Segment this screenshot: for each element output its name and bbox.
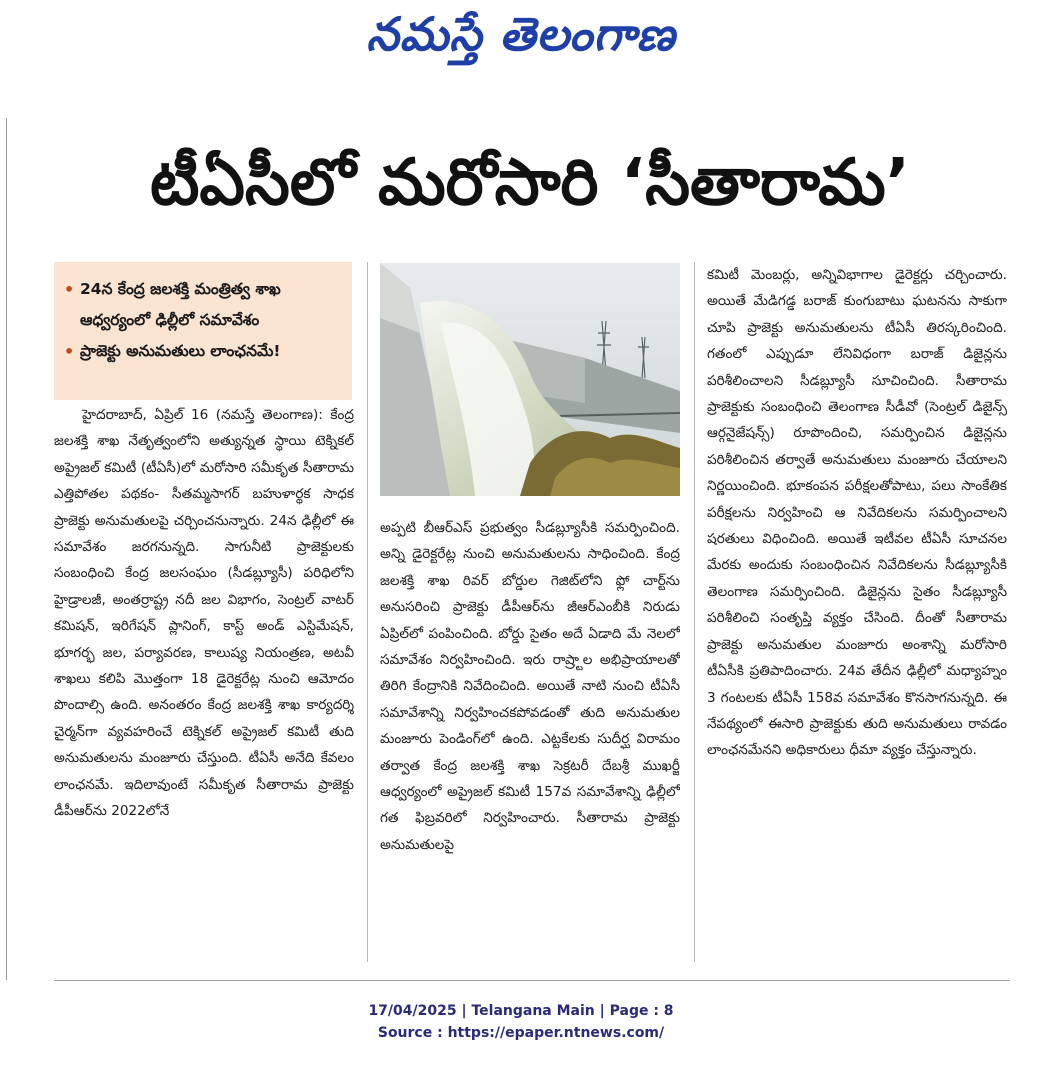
- masthead-logo: [0, 0, 1042, 80]
- highlight-item: [64, 274, 342, 336]
- masthead-title: నమస్తే తెలంగాణ: [366, 7, 676, 61]
- footer-source: Source : https://epaper.ntnews.com/: [377, 1025, 665, 1041]
- dam-spillway-image: [380, 263, 680, 496]
- page-edge-rule: [6, 118, 7, 980]
- dam-photo: [380, 263, 680, 496]
- column-divider: [367, 262, 368, 962]
- bullet-icon: •: [64, 280, 75, 299]
- article-column-2: అప్పటి బీఆర్‌ఎస్ ప్రభుత్వం సీడబ్ల్యూసీకి సమర్పించింది. అన్ని డైరెక్టరేట్ల నుంచి అనుమతులను సాధించింది. కేంద్ర జలశక్తి శాఖ రివర్ బోర్డుల గెజిట్‌లోని ఫ్లో చార్ట్‌ను అనుసరించి ప్రాజెక్టు డీపీఆర్‌ను జీఆర్‌ఎంబీకి నిరుడు ఏప్రిల్‌లో పంపించింది. బోర్డు సైతం అదే ఏడాది మే నెలలో సమావేశం నిర్వహించింది. ఇరు రాష్ర్టాల అభిప్రాయాలతో తిరిగి కేంద్రానికి నివేదించింది. అయితే నాటి నుంచి టీఏసీ సమావేశాన్ని నిర్వహించకపోవడంతో తుది అనుమతుల మంజూరు పెండింగ్‌లో ఉంది. ఎట్టకేలకు సుదీర్ఘ విరామం తర్వాత కేంద్ర జలశక్తి శాఖ సెక్రటరీ దేబశ్రీ ముఖర్జీ ఆధ్వర్యంలో అప్రైజల్ కమిటీ 157వ సమావేశాన్ని ఢిల్లీలో గత ఫిబ్రవరిలో నిర్వహించారు. సీతారామ ప్రాజెక్టు అనుమతులపై: [380, 520, 680, 853]
- bottom-rule: [54, 980, 1010, 981]
- page-footer: [0, 1000, 1042, 1044]
- bullet-icon: •: [64, 342, 75, 361]
- article-column-3: కమిటీ మెంబర్లు, అన్నివిభాగాల డైరెక్టర్లు చర్చించారు. అయితే మేడిగడ్డ బరాజ్ కుంగుబాటు ఘటనను సాకుగా చూపి ప్రాజెక్టు అనుమతులను టీఏసీ తిరస్కరించింది. గతంలో ఎప్పుడూ లేనివిధంగా బరాజ్ డిజైన్లను పరిశీలించాలని సీడబ్ల్యూసీ సూచించింది. సీతారామ ప్రాజెక్టుకు సంబంధించి తెలంగాణ సీడీవో (సెంట్రల్ డిజైన్స్ ఆర్గనైజేషన్స్) రూపొందించి, సమర్పించిన డిజైన్లను పరిశీలించిన తర్వాతే అనుమతులు మంజూరు చేయాలని నిర్ణయించింది. భూకంపన పరీక్షలతోపాటు, పలు సాంకేతిక పరీక్షలను నిర్వహించి ఆ నివేదికలను సమర్పించాలని షరతులు విధించింది. అయితే ఇటీవల టీఏసీ సూచనల మేరకు అందుకు సంబంధించిన నివేదికలను సీడబ్ల్యూసీకి తెలంగాణ సమర్పించింది. డిజైన్లను సైతం సీడబ్ల్యూసీ పరిశీలించి సంతృప్తి వ్యక్తం చేసింది. దీంతో సీతారామ ప్రాజెక్టు అనుమతుల మంజూరు అంశాన్ని మరోసారి టీఏసీకి ప్రతిపాదించారు. 24వ తేదీన ఢిల్లీలో మధ్యాహ్నం 3 గంటలకు టీఏసీ 158వ సమావేశం కొనసాగనున్నది. ఈ నేపథ్యంలో ఈసారి ప్రాజెక్టుకు తుది అనుమతులు రావడం లాంఛనమేనని అధికారులు ధీమా వ్యక్తం చేస్తున్నారు.: [707, 267, 1007, 759]
- highlight-item: [64, 336, 342, 367]
- article-column-1: హైదరాబాద్, ఏప్రిల్ 16 (నమస్తే తెలంగాణ): కేంద్ర జలశక్తి శాఖ నేతృత్వంలోని అత్యున్నత స్థాయి టెక్నికల్ అప్రైజల్ కమిటీ (టీఏసీ)లో మరోసారి సమీకృత సీతారామ ఎత్తిపోతల పథకం- సీతమ్మసాగర్ బహుళార్థక సాధక ప్రాజెక్టు అనుమతులపై చర్చించనున్నారు. 24న ఢిల్లీలో ఈ సమావేశం జరగనున్నది. సాగునీటి ప్రాజెక్టులకు సంబంధించి కేంద్ర జలసంఘం (సీడబ్ల్యూసీ) పరిధిలోని హైడ్రాలజీ, అంతర్రాష్ట్ర నదీ జల విభాగం, సెంట్రల్ వాటర్ కమిషన్, ఇరిగేషన్ ప్లానింగ్, కాస్ట్ అండ్ ఎస్టిమేషన్, భూగర్భ జల, పర్యావరణ, కాలుష్య నియంత్రణ, అటవీ శాఖలు కలిపి మొత్తంగా 18 డైరెక్టరేట్ల నుంచి ఆమోదం పొందాల్సి ఉంది. అనంతరం కేంద్ర జలశక్తి శాఖ కార్యదర్శి చైర్మన్‌గా వ్యవహరించే టెక్నికల్ అప్రైజల్ కమిటీ తుది అనుమతులను మంజూరు చేస్తుంది. టీఏసీ అనేది కేవలం లాంఛనమే. ఇదిలావుంటే సమీకృత సీతారామ ప్రాజెక్టు డీపీఆర్‌ను 2022లోనే: [54, 407, 354, 820]
- highlight-text: ప్రాజెక్టు అనుమతులు లాంఛనమే!: [80, 342, 281, 360]
- highlight-box: [54, 262, 352, 400]
- column-divider: [694, 262, 695, 962]
- article-headline: టీఏసీలో మరోసారి ‘సీతారామ’: [149, 145, 910, 220]
- footer-date-page: 17/04/2025 | Telangana Main | Page : 8: [368, 1003, 674, 1019]
- highlight-text: 24న కేంద్ర జలశక్తి మంత్రిత్వ శాఖ ఆధ్వర్యంలో ఢిల్లీలో సమావేశం: [80, 280, 281, 329]
